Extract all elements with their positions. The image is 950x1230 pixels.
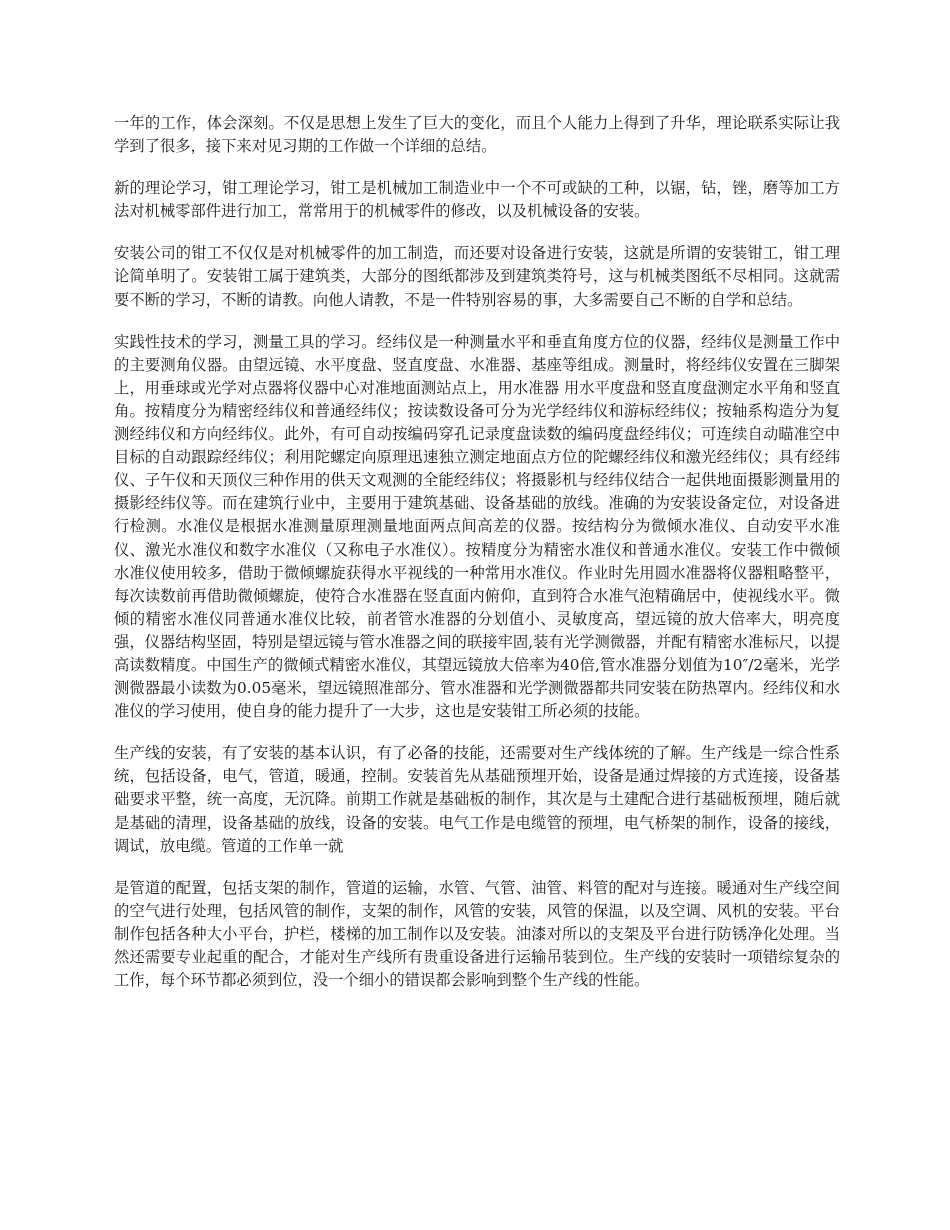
paragraph-piping-hvac: 是管道的配置，包括支架的制作，管道的运输，水管、气管、油管、料管的配对与连接。暖通对生产线空间的空气进行处理，包括风管的制作，支架的制作，风管的安装，风管的保温，以及空调、风机的安装。平台制作包括各种大小平台，护栏，楼梯的加工制作以及安装。油漆对所以的支架及平台进行防锈净化处理。当然还需要专业起重的配合，才能对生产线所有贵重设备进行运输吊装到位。生产线的安装时一项错综复杂的工作，每个环节都必须到位，没一个细小的错误都会影响到整个生产线的性能。 <box>114 878 840 990</box>
paragraph-installation-fitter: 安装公司的钳工不仅仅是对机械零件的加工制造，而还要对设备进行安装，这就是所谓的安装钳工，钳工理论简单明了。安装钳工属于建筑类，大部分的图纸都涉及到建筑类符号，这与机械类图纸不尽相同。这就需要不断的学习，不断的请教。向他人请教，不是一件特别容易的事，大多需要自己不断的自学和总结。 <box>114 244 840 309</box>
paragraph-measuring-instruments: 实践性技术的学习，测量工具的学习。经纬仪是一种测量水平和垂直角度方位的仪器，经纬仪是测量工作中的主要测角仪器。由望远镜、水平度盘、竖直度盘、水准器、基座等组成。测量时，将经纬仪安置在三脚架上，用垂球或光学对点器将仪器中心对准地面测站点上，用水准器 用水平度盘和竖直度盘测定水平角和竖直角。按精度分为精密经纬仪和普通经纬仪；按读数设备可分为光学经纬仪和游标经纬仪；按轴系构造分为复测经纬仪和方向经纬仪。此外，有可自动按编码穿孔记录度盘读数的编码度盘经纬仪；可连续自动瞄准空中目标的自动跟踪经纬仪；利用陀螺定向原理迅速独立测定地面点方位的陀螺经纬仪和激光经纬仪；具有经纬仪、子午仪和天顶仪三种作用的供天文观测的全能经纬仪；将摄影机与经纬仪结合一起供地面摄影测量用的摄影经纬仪等。而在建筑行业中，主要用于建筑基础、设备基础的放线。准确的为安装设备定位，对设备进行检测。水准仪是根据水准测量原理测量地面两点间高差的仪器。按结构分为微倾水准仪、自动安平水准仪、激光水准仪和数字水准仪（又称电子水准仪）。按精度分为精密水准仪和普通水准仪。安装工作中微倾水准仪使用较多，借助于微倾螺旋获得水平视线的一种常用水准仪。作业时先用圆水准器将仪器粗略整平，每次读数前再借助微倾螺旋，使符合水准器在竖直面内俯仰，直到符合水准气泡精确居中，使视线水平。微倾的精密水准仪同普通水准仪比较，前者管水准器的分划值小、灵敏度高，望远镜的放大倍率大，明亮度强，仪器结构坚固，特别是望远镜与管水准器之间的联接牢固,装有光学测微器，并配有精密水准标尺，以提高读数精度。中国生产的微倾式精密水准仪，其望远镜放大倍率为40倍,管水准器分划值为10″/2毫米，光学测微器最小读数为0.05毫米，望远镜照准部分、管水准器和光学测微器都共同安装在防热罩内。经纬仪和水准仪的学习使用，使自身的能力提升了一大步，这也是安装钳工所必须的技能。 <box>114 332 840 721</box>
paragraph-summary-intro: 一年的工作，体会深刻。不仅是思想上发生了巨大的变化，而且个人能力上得到了升华，理论联系实际让我学到了很多，接下来对见习期的工作做一个详细的总结。 <box>114 114 840 156</box>
paragraph-production-line: 生产线的安装，有了安装的基本认识，有了必备的技能，还需要对生产线体统的了解。生产线是一综合性系统，包括设备，电气，管道，暖通，控制。安装首先从基础预埋开始，设备是通过焊接的方式连接，设备基础要求平整，统一高度，无沉降。前期工作就是基础板的制作，其次是与土建配合进行基础板预埋，随后就是基础的清理，设备基础的放线，设备的安装。电气工作是电缆管的预埋，电气桥架的制作，设备的接线，调试，放电缆。管道的工作单一就 <box>114 744 840 855</box>
document-body <box>114 112 840 1011</box>
paragraph-fitter-theory: 新的理论学习，钳工理论学习，钳工是机械加工制造业中一个不可或缺的工种，以锯，钻，锉，磨等加工方法对机械零部件进行加工，常常用于的机械零件的修改，以及机械设备的安装。 <box>114 179 840 221</box>
